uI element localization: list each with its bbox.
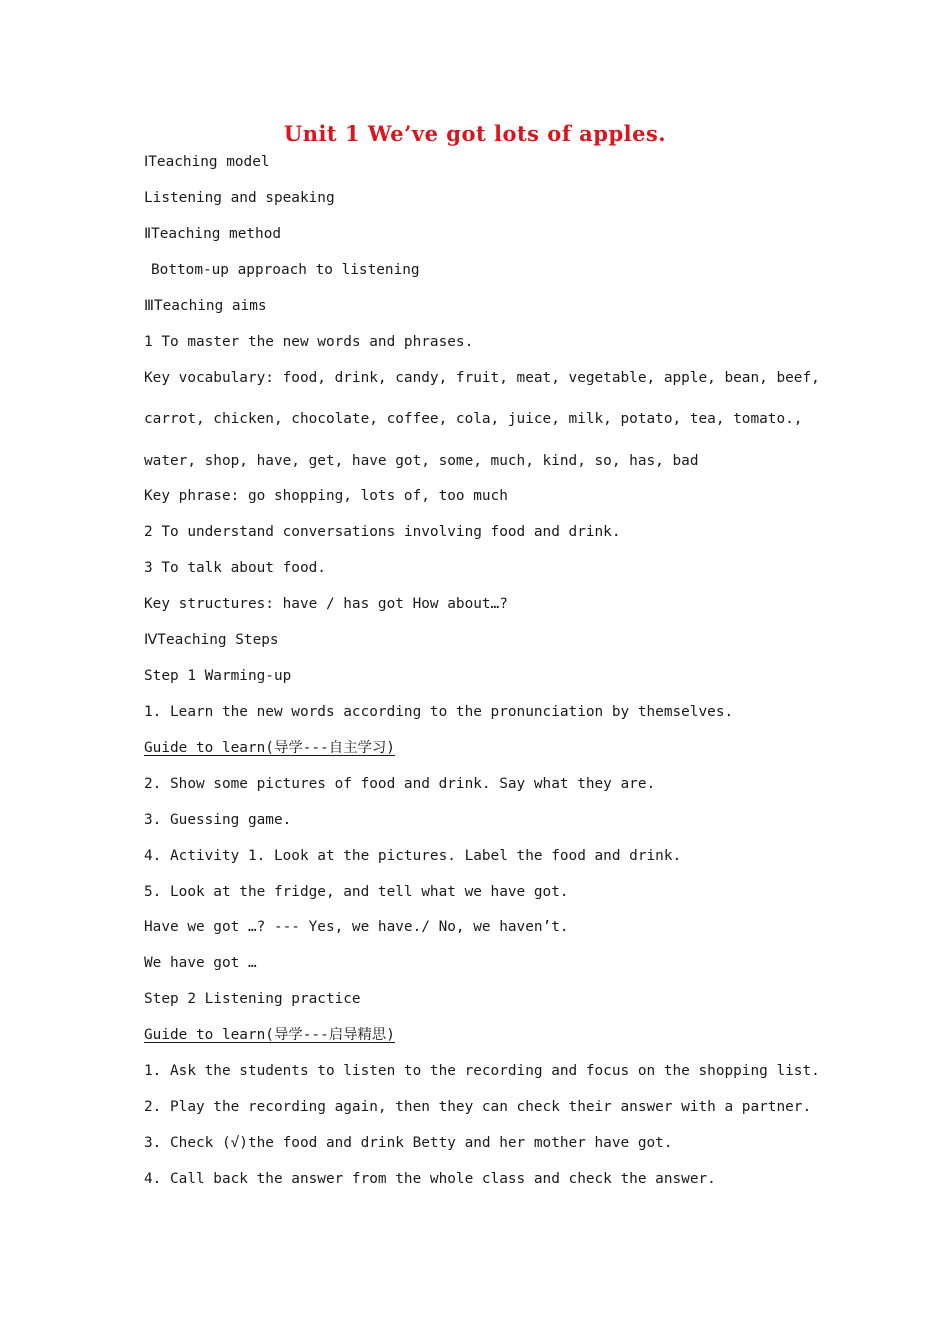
document-title: Unit 1 We’ve got lots of apples.	[283, 121, 667, 146]
text-line: 3. Check (√)the food and drink Betty and her mother have got.	[144, 1135, 673, 1151]
text-line: Key phrase: go shopping, lots of, too much	[144, 488, 508, 504]
text-line: Key vocabulary: food, drink, candy, fruit, meat, vegetable, apple, bean, beef,	[144, 370, 820, 386]
text-line: carrot, chicken, chocolate, coffee, cola, juice, milk, potato, tea, tomato.,	[144, 411, 803, 427]
guide-heading: Guide to learn(导学---启导精思)	[144, 1027, 395, 1043]
section-heading-teaching-model: ⅠTeaching model	[144, 154, 270, 170]
text-line: 1. Learn the new words according to the pronunciation by themselves.	[144, 704, 734, 720]
step-heading: Step 1 Warming-up	[144, 668, 292, 684]
text-line: 2. Play the recording again, then they can check their answer with a partner.	[144, 1099, 812, 1115]
text-line: 2. Show some pictures of food and drink. Say what they are.	[144, 776, 656, 792]
text-line: 4. Activity 1. Look at the pictures. Label the food and drink.	[144, 848, 682, 864]
text-line: 2 To understand conversations involving food and drink.	[144, 524, 621, 540]
guide-heading: Guide to learn(导学---自主学习)	[144, 740, 395, 756]
text-line: 1. Ask the students to listen to the recording and focus on the shopping list.	[144, 1063, 820, 1079]
text-line: 4. Call back the answer from the whole class and check the answer.	[144, 1171, 716, 1187]
text-line: 1 To master the new words and phrases.	[144, 334, 474, 350]
section-heading-teaching-method: ⅡTeaching method	[144, 226, 282, 242]
text-line: 5. Look at the fridge, and tell what we have got.	[144, 884, 569, 900]
text-line: We have got …	[144, 955, 257, 971]
section-heading-teaching-aims: ⅢTeaching aims	[144, 298, 267, 314]
text-line: Listening and speaking	[144, 190, 335, 206]
text-line: water, shop, have, get, have got, some, much, kind, so, has, bad	[144, 453, 699, 469]
text-line: Key structures: have / has got How about…?	[144, 596, 508, 612]
text-line: Have we got …? --- Yes, we have./ No, we haven’t.	[144, 919, 569, 935]
section-heading-teaching-steps: ⅣTeaching Steps	[144, 632, 279, 648]
text-line: 3 To talk about food.	[144, 560, 326, 576]
text-line: 3. Guessing game.	[144, 812, 292, 828]
text-line: Bottom-up approach to listening	[151, 262, 420, 278]
step-heading: Step 2 Listening practice	[144, 991, 361, 1007]
